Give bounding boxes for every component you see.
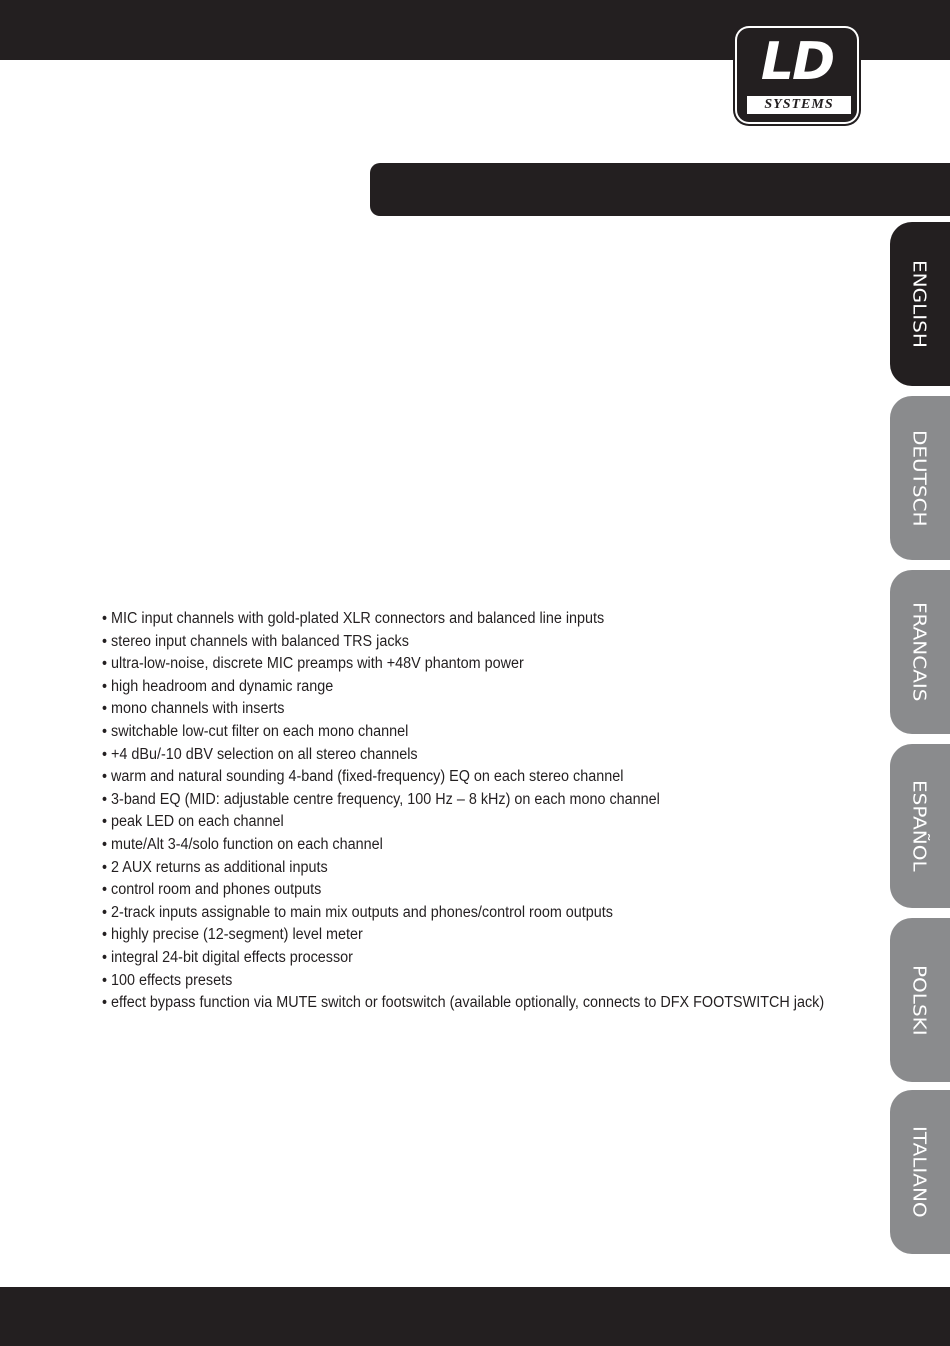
- feature-item: • high headroom and dynamic range: [102, 677, 334, 695]
- tab-label: POLSKI: [909, 964, 931, 1036]
- feature-item: • highly precise (12-segment) level meter: [102, 926, 363, 944]
- logo-sub-text: SYSTEMS: [747, 96, 851, 114]
- tab-label: DEUTSCH: [909, 429, 931, 527]
- feature-item: • control room and phones outputs: [102, 881, 322, 899]
- feature-item: • stereo input channels with balanced TRS jacks: [102, 632, 409, 650]
- bottom-footer-bar: [0, 1287, 950, 1346]
- tab-label: ENGLISH: [909, 260, 931, 348]
- tab-label: FRANCAIS: [909, 602, 931, 702]
- tab-deutsch[interactable]: [890, 396, 950, 560]
- feature-item: • warm and natural sounding 4-band (fixed-frequency) EQ on each stereo channel: [102, 768, 624, 786]
- tab-espanol[interactable]: [890, 744, 950, 908]
- tab-label: ESPAÑOL: [909, 780, 931, 872]
- feature-item: • mono channels with inserts: [102, 700, 285, 718]
- feature-item: • mute/Alt 3-4/solo function on each channel: [102, 835, 383, 853]
- feature-list: [102, 608, 824, 1015]
- tab-english[interactable]: [890, 222, 950, 386]
- tab-italiano[interactable]: [890, 1090, 950, 1254]
- feature-item: • MIC input channels with gold-plated XLR connectors and balanced line inputs: [102, 610, 605, 627]
- feature-item: • peak LED on each channel: [102, 813, 284, 831]
- feature-item: • integral 24-bit digital effects processor: [102, 948, 353, 966]
- feature-item: • 2 AUX returns as additional inputs: [102, 858, 328, 876]
- logo-main-text: LD: [760, 32, 834, 92]
- feature-item: • ultra-low-noise, discrete MIC preamps with +48V phantom power: [102, 655, 524, 673]
- feature-item: • 3-band EQ (MID: adjustable centre frequency, 100 Hz – 8 kHz) on each mono channel: [102, 790, 660, 808]
- feature-item: • +4 dBu/-10 dBV selection on all stereo channels: [102, 745, 418, 763]
- tab-polski[interactable]: [890, 918, 950, 1082]
- feature-item: • 100 effects presets: [102, 971, 233, 989]
- feature-item: • switchable low-cut filter on each mono channel: [102, 722, 409, 740]
- feature-item: • effect bypass function via MUTE switch or footswitch (available optionally, connects to DFX FOOTSWITCH jack): [102, 994, 825, 1012]
- ld-systems-logo: [737, 28, 857, 122]
- section-title-bar: [370, 163, 950, 216]
- tab-label: ITALIANO: [909, 1126, 931, 1218]
- feature-item: • 2-track inputs assignable to main mix outputs and phones/control room outputs: [102, 903, 613, 921]
- tab-francais[interactable]: [890, 570, 950, 734]
